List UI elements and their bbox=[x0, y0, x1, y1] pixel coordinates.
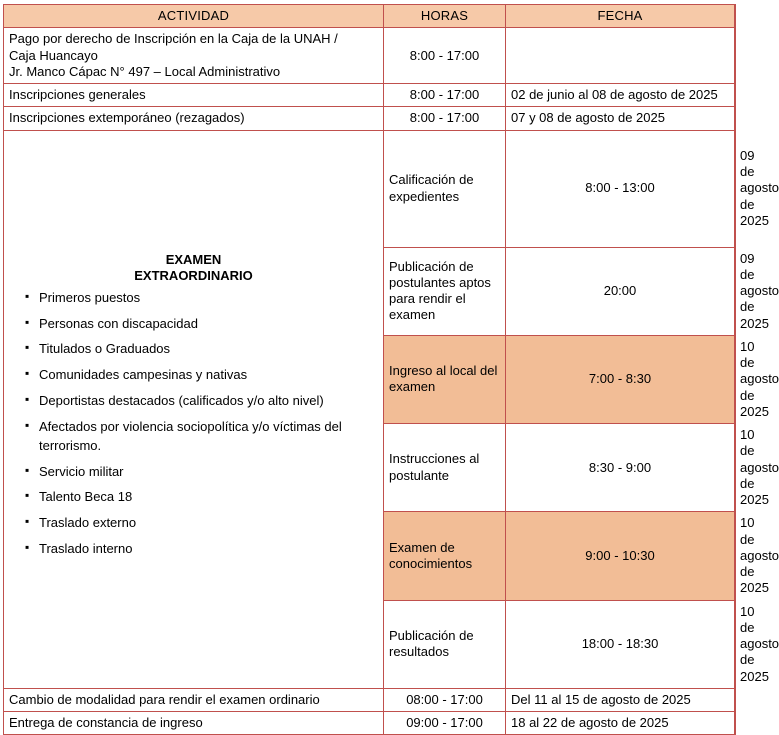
activity-change-modality: Cambio de modalidad para rendir el examen ordinario bbox=[4, 688, 384, 711]
table-header-row bbox=[4, 5, 736, 28]
extraordinary-exam-title bbox=[9, 252, 378, 285]
list-item: ▪ Personas con discapacidad bbox=[25, 315, 378, 334]
table-row bbox=[4, 28, 736, 84]
table-row bbox=[4, 688, 736, 711]
subactivity-qualification: Calificación de expedientes bbox=[384, 130, 506, 247]
activity-certificate-delivery: Entrega de constancia de ingreso bbox=[4, 712, 384, 735]
date-general-enrollment: 02 de junio al 08 de agosto de 2025 bbox=[506, 84, 735, 107]
activity-payment bbox=[4, 28, 384, 84]
header-date: FECHA bbox=[506, 5, 735, 28]
header-hours: HORAS bbox=[384, 5, 506, 28]
list-item: ▪ Primeros puestos bbox=[25, 289, 378, 308]
date-entry-venue: 10 de agosto de 2025 bbox=[735, 335, 736, 423]
subactivity-entry-venue: Ingreso al local del examen bbox=[384, 335, 506, 423]
extraordinary-exam-list bbox=[9, 289, 378, 559]
date-qualification: 09 de agosto de 2025 bbox=[735, 130, 736, 247]
table-row bbox=[4, 130, 736, 247]
list-item: ▪ Afectados por violencia sociopolítica y/o víctimas del terrorismo. bbox=[25, 418, 378, 456]
date-certificate-delivery: 18 al 22 de agosto de 2025 bbox=[506, 712, 735, 735]
hours-instructions: 8:30 - 9:00 bbox=[506, 424, 735, 512]
date-instructions: 10 de agosto de 2025 bbox=[735, 424, 736, 512]
subactivity-publication-eligible: Publicación de postulantes aptos para rendir el examen bbox=[384, 247, 506, 335]
subactivity-instructions: Instrucciones al postulante bbox=[384, 424, 506, 512]
extraordinary-exam-cell bbox=[4, 130, 384, 688]
activity-payment-line3: Jr. Manco Cápac N° 497 – Local Administrativo bbox=[9, 63, 281, 79]
activity-payment-line1: Pago por derecho de Inscripción en la Caja de la UNAH / bbox=[9, 31, 338, 47]
hours-results-publication: 18:00 - 18:30 bbox=[506, 600, 735, 688]
hours-payment: 8:00 - 17:00 bbox=[384, 28, 506, 84]
list-item: ▪ Traslado interno bbox=[25, 540, 378, 559]
list-item: ▪ Titulados o Graduados bbox=[25, 340, 378, 359]
subactivity-results-publication: Publicación de resultados bbox=[384, 600, 506, 688]
list-item: ▪ Servicio militar bbox=[25, 463, 378, 482]
admission-schedule-table bbox=[3, 4, 779, 735]
table-row bbox=[4, 107, 736, 130]
subactivity-knowledge-exam: Examen de conocimientos bbox=[384, 512, 506, 600]
date-results-publication: 10 de agosto de 2025 bbox=[735, 600, 736, 688]
hours-general-enrollment: 8:00 - 17:00 bbox=[384, 84, 506, 107]
hours-entry-venue: 7:00 - 8:30 bbox=[506, 335, 735, 423]
extraordinary-exam-title-line1: EXAMEN bbox=[165, 252, 222, 268]
hours-knowledge-exam: 9:00 - 10:30 bbox=[506, 512, 735, 600]
date-publication-eligible: 09 de agosto de 2025 bbox=[735, 247, 736, 335]
hours-qualification: 8:00 - 13:00 bbox=[506, 130, 735, 247]
hours-certificate-delivery: 09:00 - 17:00 bbox=[384, 712, 506, 735]
hours-change-modality: 08:00 - 17:00 bbox=[384, 688, 506, 711]
date-payment bbox=[506, 28, 735, 84]
header-activity: ACTIVIDAD bbox=[4, 5, 384, 28]
activity-general-enrollment: Inscripciones generales bbox=[4, 84, 384, 107]
hours-late-enrollment: 8:00 - 17:00 bbox=[384, 107, 506, 130]
activity-late-enrollment: Inscripciones extemporáneo (rezagados) bbox=[4, 107, 384, 130]
table-row bbox=[4, 84, 736, 107]
extraordinary-exam-title-line2: EXTRAORDINARIO bbox=[134, 268, 253, 284]
list-item: ▪ Talento Beca 18 bbox=[25, 488, 378, 507]
activity-payment-line2: Caja Huancayo bbox=[9, 47, 98, 63]
hours-publication-eligible: 20:00 bbox=[506, 247, 735, 335]
list-item: ▪ Deportistas destacados (calificados y/o alto nivel) bbox=[25, 392, 378, 411]
list-item: ▪ Comunidades campesinas y nativas bbox=[25, 366, 378, 385]
table-row bbox=[4, 712, 736, 735]
date-knowledge-exam: 10 de agosto de 2025 bbox=[735, 512, 736, 600]
list-item: ▪ Traslado externo bbox=[25, 514, 378, 533]
date-late-enrollment: 07 y 08 de agosto de 2025 bbox=[506, 107, 735, 130]
date-change-modality: Del 11 al 15 de agosto de 2025 bbox=[506, 688, 735, 711]
